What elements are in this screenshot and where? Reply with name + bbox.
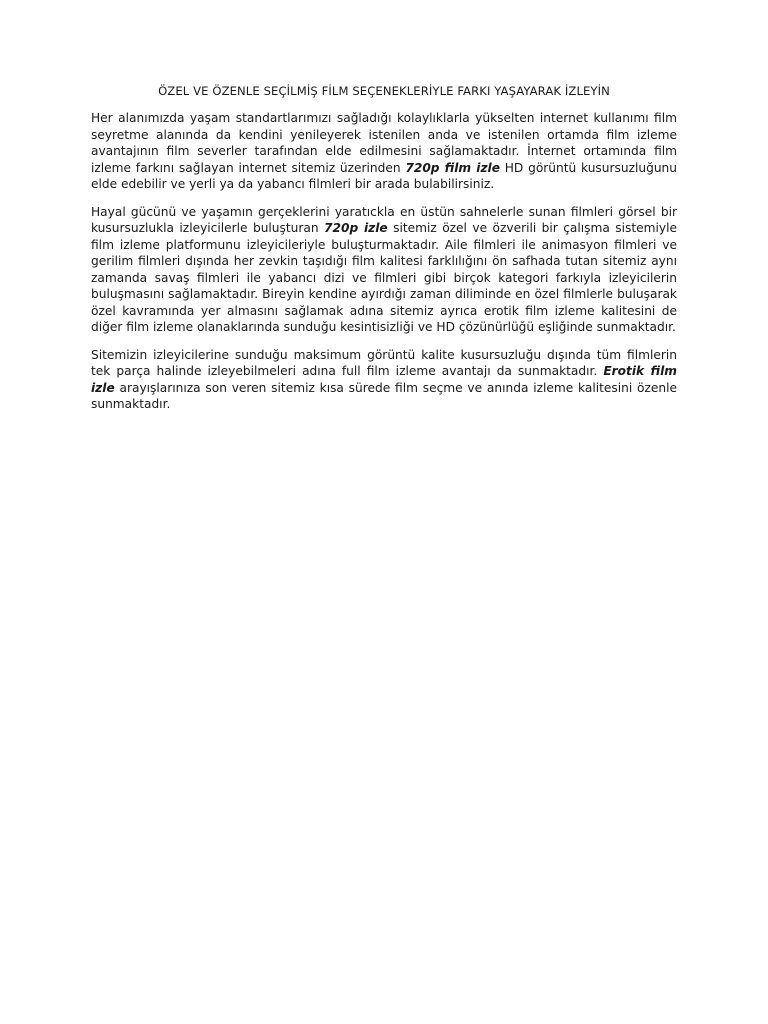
paragraph-1-text-a: Her alanımızda yaşam standartlarımızı sağladığı kolaylıklarla yükselten internet kullanımı film seyretme alanında da kendini yenileyerek istenilen anda ve istenilen ortamda film izleme avantajının film severler tarafından elde edilmesini sağlamaktadır. İnternet ortamında film izleme farkını sağlayan internet sitemiz üzerinden [91,111,677,175]
paragraph-3-text-b: arayışlarınıza son veren sitemiz kısa sürede film seçme ve anında izleme kalitesini özenle sunmaktadır. [91,380,677,411]
keyword-erotik-film-izle: Erotik film izle [91,364,678,395]
keyword-720p-izle: 720p izle [324,221,388,235]
document-page [91,82,677,424]
paragraph-3-text-a: Sitemizin izleyicilerine sunduğu maksimum görüntü kalite kusursuzluğu dışında tüm filmlerin tek parça halinde izleyebilmeleri adına full film izleme avantajı da sunmaktadır. [91,347,677,378]
paragraph-3 [91,347,677,413]
document-title: ÖZEL VE ÖZENLE SEÇİLMİŞ FİLM SEÇENEKLERİYLE FARKI YAŞAYARAK İZLEYİN [158,84,610,98]
paragraph-1 [91,110,677,193]
paragraph-2 [91,204,677,336]
paragraph-1-text-b: HD görüntü kusursuzluğunu elde edebilir ve yerli ya da yabancı filmleri bir arada bulabilirsiniz. [91,160,677,191]
paragraph-2-text-b: sitemiz özel ve özverili bir çalışma sistemiyle film izleme platformunu izleyicileriyle buluşturmaktadır. Aile filmleri ile animasyon filmleri ve gerilim filmleri dışında her zevkin taşıdığı film kalitesi farklılığını ön safhada tutan sitemiz aynı zamanda savaş filmleri ile yabancı dizi ve filmleri gibi birçok kategori farkıyla izleyicilerin buluşmasını sağlamaktadır. Bireyin kendine ayırdığı zaman diliminde en özel filmlerle buluşarak özel kavramında yer almasını sağlamak adına sitemiz ayrıca erotik film izleme kalitesini de diğer film izleme olanaklarında sunduğu kesintisizliği ve HD çözünürlüğü eşliğinde sunmaktadır. [91,221,677,334]
paragraph-2-text-a: Hayal gücünü ve yaşamın gerçeklerini yaratıckla en üstün sahnelerle sunan filmleri görsel bir kusursuzlukla izleyicilerle buluşturan [91,204,677,235]
keyword-720p-film-izle: 720p film izle [405,160,500,175]
